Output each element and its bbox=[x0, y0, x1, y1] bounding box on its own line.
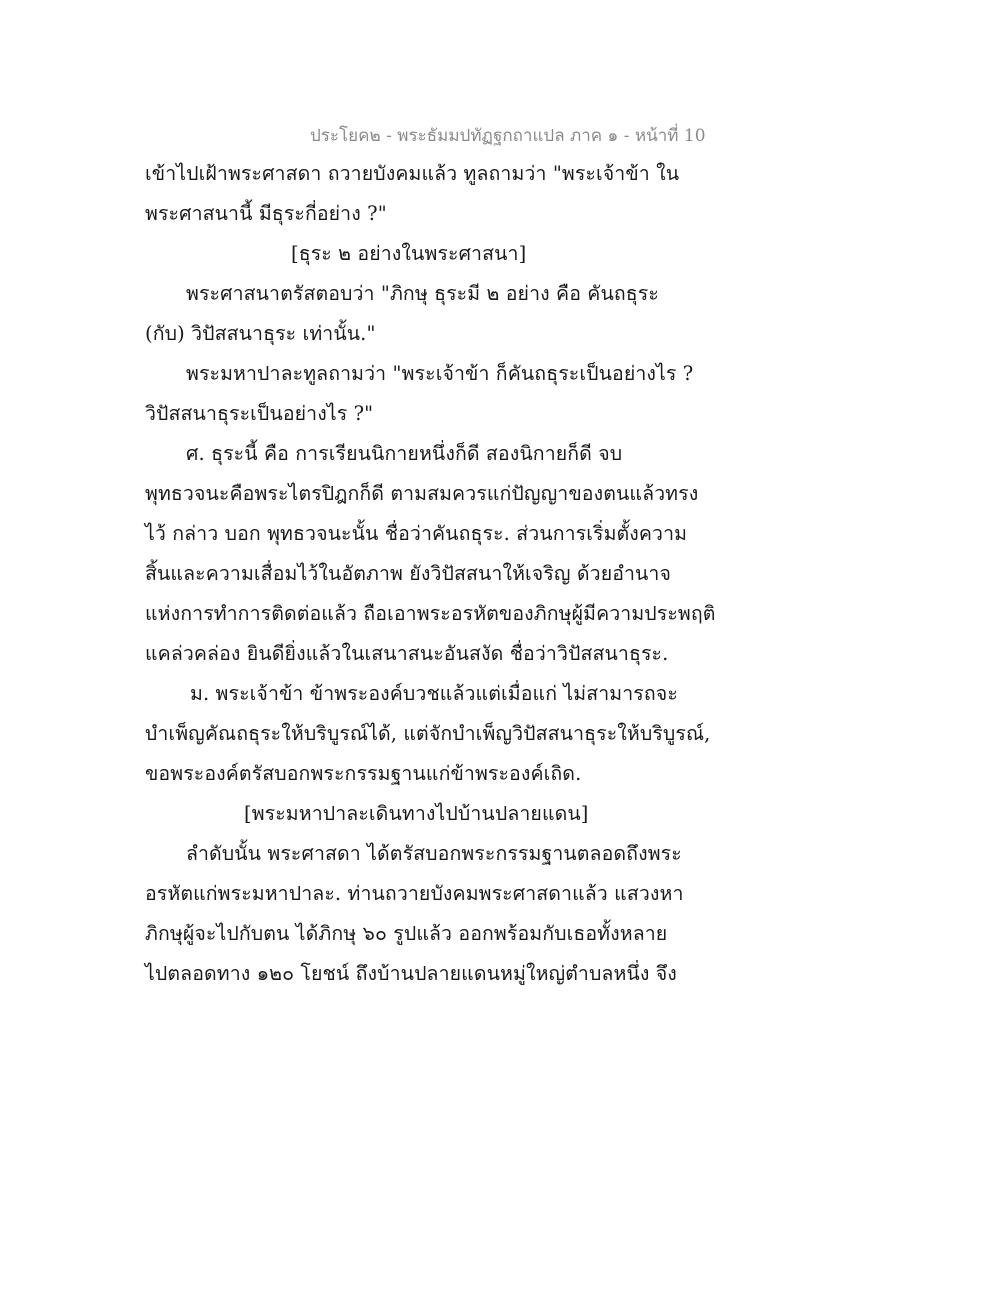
section-heading: [พระมหาปาละเดินทางไปบ้านปลายแดน] bbox=[244, 802, 589, 825]
text-line: วิปัสสนาธุระเป็นอย่างไร ?" bbox=[145, 402, 374, 425]
section-heading: [ธุระ ๒ อย่างในพระศาสนา] bbox=[291, 242, 527, 265]
text-line: ม. พระเจ้าข้า ข้าพระองค์บวชแล้วแต่เมื่อแก่ ไม่สามารถจะ bbox=[190, 682, 678, 705]
running-header: ประโยค๒ - พระธัมมปทัฏฐกถาแปล ภาค ๑ - หน้าที่ 10 bbox=[310, 126, 706, 146]
text-line: ขอพระองค์ตรัสบอกพระกรรมฐานแก่ข้าพระองค์เถิด. bbox=[145, 762, 582, 785]
text-line: พระมหาปาละทูลถามว่า "พระเจ้าข้า ก็คันถธุระเป็นอย่างไร ? bbox=[186, 362, 694, 385]
text-line: ลำดับนั้น พระศาสดา ได้ตรัสบอกพระกรรมฐานตลอดถึงพระ bbox=[186, 842, 682, 865]
text-line: (กับ) วิปัสสนาธุระ เท่านั้น." bbox=[145, 322, 376, 345]
text-line: ไปตลอดทาง ๑๒๐ โยชน์ ถึงบ้านปลายแดนหมู่ใหญ่ตำบลหนึ่ง จึง bbox=[145, 962, 677, 985]
text-line: พระศาสนานี้ มีธุระกี่อย่าง ?" bbox=[145, 202, 387, 225]
text-line: ไว้ กล่าว บอก พุทธวจนะนั้น ชื่อว่าคันถธุระ. ส่วนการเริ่มตั้งความ bbox=[145, 522, 688, 545]
text-line: อรหัตแก่พระมหาปาละ. ท่านถวายบังคมพระศาสดาแล้ว แสวงหา bbox=[145, 882, 684, 905]
text-line: ศ. ธุระนี้ คือ การเรียนนิกายหนึ่งก็ดี สองนิกายก็ดี จบ bbox=[186, 442, 623, 465]
text-line: เข้าไปเฝ้าพระศาสดา ถวายบังคมแล้ว ทูลถามว่า "พระเจ้าข้า ใน bbox=[145, 162, 680, 185]
text-line: แห่งการทำการติดต่อแล้ว ถือเอาพระอรหัตของภิกษุผู้มีความประพฤติ bbox=[145, 602, 716, 625]
text-line: แคล่วคล่อง ยินดียิ่งแล้วในเสนาสนะอันสงัด ชื่อว่าวิปัสสนาธุระ. bbox=[145, 642, 669, 665]
text-line: บำเพ็ญคัณถธุระให้บริบูรณ์ได้, แต่จักบำเพ็ญวิปัสสนาธุระให้บริบูรณ์, bbox=[145, 722, 711, 745]
text-line: สิ้นและความเสื่อมไว้ในอัตภาพ ยังวิปัสสนาให้เจริญ ด้วยอำนาจ bbox=[145, 562, 672, 585]
text-line: พระศาสนาตรัสตอบว่า "ภิกษุ ธุระมี ๒ อย่าง คือ คันถธุระ bbox=[186, 282, 659, 305]
text-line: พุทธวจนะคือพระไตรปิฎกก็ดี ตามสมควรแก่ปัญญาของตนแล้วทรง bbox=[145, 482, 699, 505]
text-line: ภิกษุผู้จะไปกับตน ได้ภิกษุ ๖๐ รูปแล้ว ออกพร้อมกับเธอทั้งหลาย bbox=[145, 922, 668, 945]
